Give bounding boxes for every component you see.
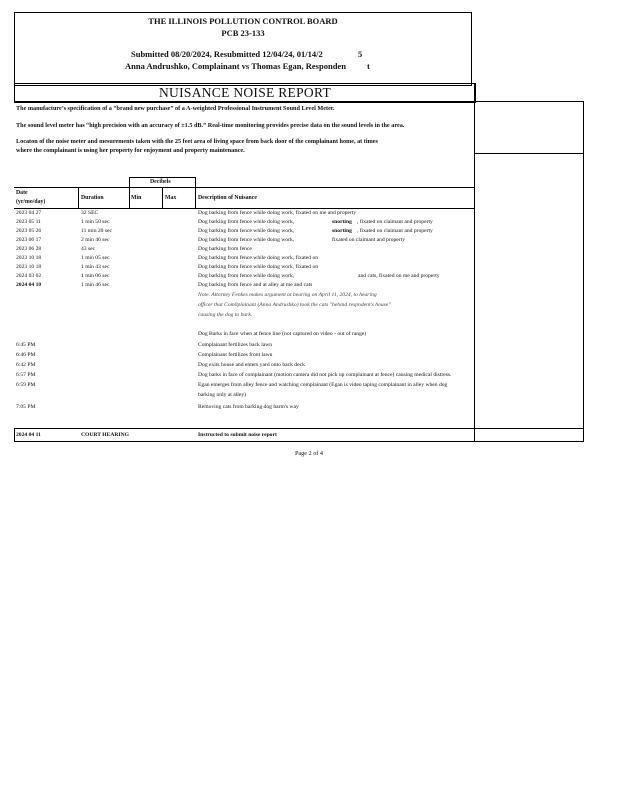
submission-dates-end: 5 [358, 49, 363, 59]
row-date: 2023 10 18 [16, 255, 42, 261]
row-description: Dog barking from fence while doing work, [198, 237, 295, 243]
col-divider [78, 187, 79, 208]
description-header: Description of Nuisance [198, 195, 257, 201]
col-divider [195, 177, 196, 208]
row-description: Dog barking from fence while doing work, [198, 228, 295, 234]
date-header: Date [16, 190, 28, 196]
frame-inner-right [474, 83, 475, 442]
row-duration: 32 SEC [81, 210, 99, 216]
event-time: 6:59 PM [16, 382, 36, 388]
row-date: 2023 04 27 [16, 210, 42, 216]
max-header: Max [165, 195, 177, 201]
row-description: Dog barking from fence [198, 246, 252, 252]
hearing-label: COURT HEARING [81, 432, 130, 438]
decibels-top-rule [129, 177, 195, 178]
min-header: Min [131, 195, 142, 201]
event-time: 6:57 PM [16, 372, 36, 378]
divider [14, 101, 584, 102]
event-time: 6:45 PM [16, 342, 36, 348]
submission-dates: Submitted 08/20/2024, Resubmitted 12/04/24, 01/14/2 [131, 49, 323, 59]
meter-location-text-2: where the complainant is using her property for enjoyment and property maintenance. [16, 147, 245, 154]
row-date: 2023 05 11 [16, 219, 41, 225]
row-description: Dog barking from fence while doing work, [198, 273, 295, 279]
row-date: 2023 10 18 [16, 264, 42, 270]
row-duration: 2 min 46 sec [81, 237, 110, 243]
event-time: 7:05 PM [16, 404, 36, 410]
row-description: Dog barking from fence and at alley at me and cats [198, 282, 313, 288]
frame-right [583, 101, 584, 442]
hearing-left-edge [14, 428, 15, 442]
event-description: Complainant fertilizes front lawn [198, 352, 273, 358]
row-duration: 11 min 20 sec [81, 228, 113, 234]
row-duration: 43 sec [81, 246, 96, 252]
col-divider [129, 177, 130, 208]
row-emphasis: snorting [332, 228, 352, 234]
case-parties-end: t [367, 61, 370, 71]
row-description-end: , fixated on claimant and property [357, 228, 433, 234]
hearing-top-rule [14, 428, 584, 429]
row-description: Dog barking from fence while doing work, fixated on [198, 264, 319, 270]
divider [474, 153, 584, 154]
case-parties: Anna Andrushko, Complainant vs Thomas Egan, Responden [125, 61, 346, 71]
row-duration: 1 min 06 sec [81, 273, 110, 279]
duration-header: Duration [81, 195, 104, 201]
meter-accuracy-text: The sound level meter has “high precision with an accuracy of ±1.5 dB.” Real-time monitoring provides precise data on the sound levels in the area. [16, 122, 405, 129]
event-description: Complainant fertilizes back lawn [198, 342, 273, 348]
decibels-header: Decibels [150, 179, 171, 185]
hearing-note: officer that Com0plainant (Anna Andrushko) took the cats "behind respndent's house" [198, 302, 391, 308]
header-bottom-rule [14, 208, 474, 209]
hearing-date: 2024 04 11 [16, 432, 41, 438]
row-date: 2023 05 26 [16, 228, 42, 234]
row-description-end: fixated on claimant and property [332, 237, 406, 243]
row-duration: 1 min 05 sec [81, 255, 110, 261]
row-duration: 1 min 43 sec [81, 264, 110, 270]
unrecorded-event: Dog Barks in face when at fence line (not captured on video - out of range) [198, 331, 367, 337]
row-description: Dog barking from fence while doing work, fixated on me and property [198, 210, 357, 216]
row-date: 2023 06 17 [16, 237, 42, 243]
row-date: 2024 04 10 [16, 282, 42, 288]
document-header [14, 12, 472, 86]
event-description: Dog barks in face of complainant (motion camera did not pick up complainant at fence) causing medical distress. [198, 372, 452, 378]
col-divider [162, 187, 163, 208]
row-duration: 1 min 46 sec [81, 282, 110, 288]
row-date: 2024 03 02 [16, 273, 42, 279]
row-description: Dog barking from fence while doing work, fixated on [198, 255, 319, 261]
row-description-end: and cats, fixated on me and property [358, 273, 440, 279]
header-top-rule [14, 187, 474, 188]
hearing-note: Note. Attorney Fenkes makes argument at hearing on April 11, 2024, to hearing [198, 292, 377, 298]
hearing-description: Instructed to submit noise report [198, 432, 277, 438]
event-time: 6:42 PM [16, 362, 36, 368]
row-description-end: , fixated on claimant and property [357, 219, 433, 225]
case-number: PCB 23-133 [221, 28, 265, 38]
page-number: Page 2 of 4 [294, 450, 323, 457]
event-description: Removing cats from barking dog harm's way [198, 404, 299, 410]
report-title: NUISANCE NOISE REPORT [14, 83, 476, 103]
meter-spec-text: The manufacture’s specification of a “brand new purchase” of a A-weighted Professional Instrument Sound Level Meter. [16, 105, 335, 112]
event-description: Dog exits house and enters yard onto back deck [198, 362, 305, 368]
row-duration: 1 min 50 sec [81, 219, 110, 225]
event-description-cont: barking only at alley) [198, 392, 246, 398]
meter-location-text: Locaton of the noise meter and mesurements taken with the 25 feet area of living space from back door of the complainant home, at times [16, 138, 378, 145]
row-description: Dog barking from fence while doing work, [198, 219, 295, 225]
row-date: 2023 06 28 [16, 246, 42, 252]
hearing-note: causing the dog to bark. [198, 312, 253, 318]
hearing-bottom-rule [14, 441, 584, 442]
event-description: Egan emerges from alley fence and watching complainant (Egan is video taping complainant in alley when dog [198, 382, 448, 388]
row-emphasis: snorting [332, 219, 352, 225]
board-name: THE ILLINOIS POLLUTION CONTROL BOARD [148, 16, 338, 26]
date-format-header: (yr/mo/day) [16, 199, 46, 205]
event-time: 6:46 PM [16, 352, 36, 358]
